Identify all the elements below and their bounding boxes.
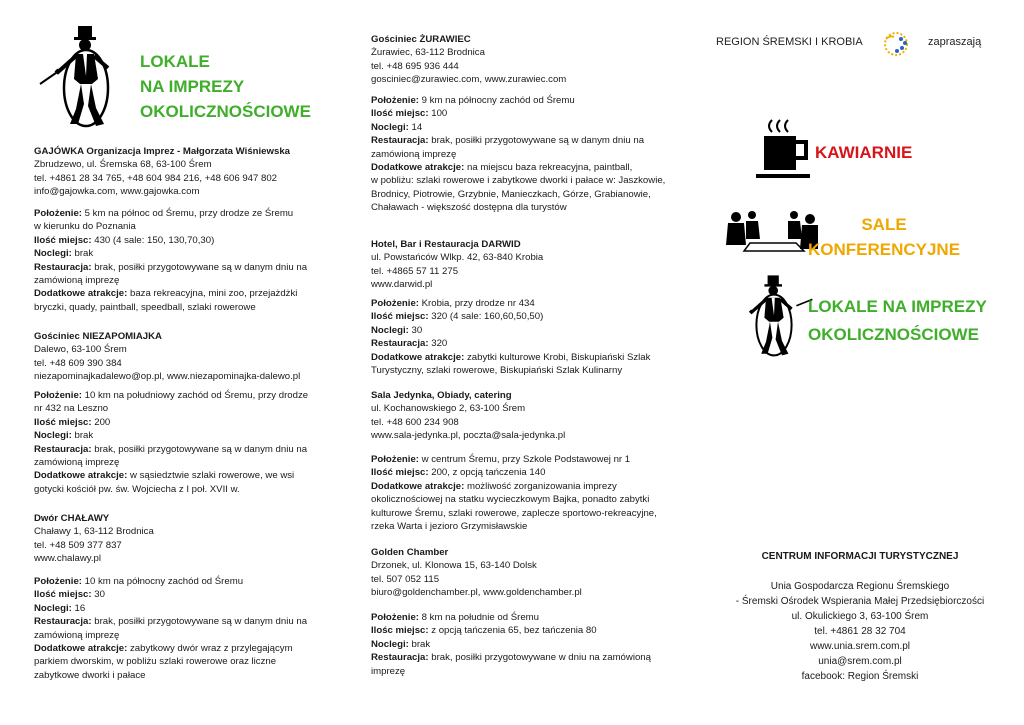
location-value: 10 km na północny zachód od Śremu — [81, 576, 244, 587]
restaurant-value: brak, posiłki przygotowywane są w danym dniu na — [428, 135, 645, 147]
venue-niezapominajka-details — [34, 389, 308, 496]
col1-heading-line2: NA IMPREZY — [140, 77, 245, 96]
venue-name: Golden Chamber — [371, 547, 449, 558]
seats-label: Ilość miejsc: — [34, 589, 92, 601]
location-label: Położenie: — [371, 95, 419, 106]
beds-label: Noclegi: — [371, 638, 409, 650]
seats-value: 30 — [91, 589, 105, 601]
seats-value: 100 — [428, 108, 448, 120]
events-heading — [808, 293, 987, 349]
venue-darwid-details — [371, 297, 650, 377]
venue-address: Drzonek, ul. Klonowa 15, 63-140 Dolsk — [371, 560, 537, 572]
extras-value: zabytki kulturowe Krobi, Biskupiański Szlak — [464, 351, 651, 363]
venue-web: www.darwid.pl — [371, 279, 433, 291]
extras-value: w sąsiedztwie szlaki rowerowe, we wsi — [127, 470, 295, 482]
col1-heading — [140, 49, 311, 124]
tourist-info-line: facebook: Region Śremski — [801, 671, 919, 682]
beds-value: brak — [71, 430, 94, 442]
venue-address: Chaławy 1, 63-112 Brodnica — [34, 526, 154, 538]
location-value: w centrum Śremu, przy Szkole Podstawowej nr 1 — [418, 454, 631, 465]
venue-phone: tel. +48 509 377 837 — [34, 539, 122, 551]
seats-value: 430 (4 sale: 150, 130,70,30) — [91, 234, 215, 246]
extras-value-cont: Chaławach - większość dostępna dla turystów — [371, 202, 567, 214]
restaurant-label: Restauracja: — [371, 652, 429, 664]
venue-name: Gościniec ŻURAWIEC — [371, 34, 471, 45]
venue-web: biuro@goldenchamber.pl, www.goldenchamber.pl — [371, 587, 582, 599]
seats-value: 320 (4 sale: 160,60,50,50) — [428, 311, 544, 323]
restaurant-value-cont: zamówioną imprezę — [34, 275, 120, 287]
venue-phone: tel. +48 609 390 384 — [34, 357, 122, 369]
venue-phone: tel. +4861 28 34 765, +48 604 984 216, +48 606 947 802 — [34, 172, 277, 184]
location-value: 10 km na południowy zachód od Śremu, przy drodze — [81, 390, 309, 401]
restaurant-label: Restauracja: — [371, 338, 429, 350]
region-logo — [876, 29, 916, 59]
extras-label: Dodatkowe atrakcje: — [34, 470, 128, 482]
restaurant-value-cont: zamówioną imprezę — [34, 629, 120, 641]
venue-name: Gościniec NIEZAPOMIAJKA — [34, 331, 162, 342]
beds-value: 16 — [71, 602, 86, 614]
restaurant-label: Restauracja: — [371, 135, 429, 147]
venue-niezapominajka — [34, 330, 300, 384]
venue-zurawiec — [371, 33, 566, 87]
seats-value: 200 — [91, 416, 111, 428]
location-value: 8 km na południe od Śremu — [418, 612, 539, 623]
beds-value: 14 — [408, 121, 423, 133]
region-title: REGION ŚREMSKI I KROBIA — [716, 36, 863, 48]
restaurant-value: brak, posiłki przygotowywane są w danym dniu na — [91, 616, 308, 628]
extras-value: zabytkowy dwór wraz z przylegającym — [127, 643, 293, 655]
extras-value-cont: bryczki, quady, paintball, speedball, szlaki rowerowe — [34, 301, 256, 313]
venue-phone: tel. +4865 57 11 275 — [371, 265, 459, 277]
tourist-info-title: CENTRUM INFORMACJI TURYSTYCZNEJ — [761, 551, 959, 562]
location-label: Położenie: — [371, 612, 419, 623]
venue-chalawy — [34, 512, 154, 566]
extras-label: Dodatkowe atrakcje: — [371, 162, 465, 174]
venue-address: Zbrudzewo, ul. Śremska 68, 63-100 Śrem — [34, 159, 212, 171]
venue-sala-jedynka-details — [371, 453, 657, 533]
conference-rooms-line1: SALE — [861, 215, 907, 234]
venue-sala-jedynka — [371, 389, 565, 443]
extras-value: możliwość zorganizowania imprezy — [464, 480, 617, 492]
seats-label: Ilość miejsc: — [371, 311, 429, 323]
gentleman-illustration — [36, 24, 136, 132]
seats-label: Ilość miejsc: — [34, 234, 92, 246]
events-heading-line2: OKOLICZNOŚCIOWE — [808, 325, 979, 344]
venue-chalawy-details — [34, 575, 307, 682]
tourist-info-line: www.unia.srem.com.pl — [809, 641, 911, 652]
venue-phone: tel. +48 600 234 908 — [371, 416, 459, 428]
extras-value-cont: okolicznościowej na statku wycieczkowym Bajka, ponadto zabytki — [371, 494, 650, 506]
venue-golden-chamber — [371, 546, 582, 600]
col1-heading-line3: OKOLICZNOŚCIOWE — [140, 102, 311, 121]
extras-label: Dodatkowe atrakcje: — [371, 480, 465, 492]
beds-label: Noclegi: — [371, 324, 409, 336]
extras-label: Dodatkowe atrakcje: — [371, 351, 465, 363]
venue-web: gosciniec@zurawiec.com, www.zurawiec.com — [371, 74, 567, 86]
seats-label: Ilość miejsc: — [34, 416, 92, 428]
venue-address: ul. Powstańców Wlkp. 42, 63-840 Krobia — [371, 252, 544, 264]
location-value: 9 km na północny zachód od Śremu — [418, 95, 575, 106]
tourist-info-line: unia@srem.com.pl — [818, 656, 902, 667]
extras-value-cont: zabytkowe dworki i pałace — [34, 669, 146, 681]
coffee-cup-icon — [754, 118, 814, 180]
location-label: Położenie: — [34, 208, 82, 219]
extras-value-cont: Turystyczny, szlaki rowerowe, Biskupiański Szlak Kulinarny — [371, 365, 623, 377]
location-label: Położenie: — [34, 390, 82, 401]
venue-phone: tel. 507 052 115 — [371, 573, 440, 585]
tourist-info — [726, 549, 994, 684]
restaurant-value-cont: zamówioną imprezę — [371, 148, 457, 160]
location-value: 5 km na północ od Śremu, przy drodze ze Śremu — [81, 208, 294, 219]
venue-web: niezapominajkadalewo@op.pl, www.niezapominajka-dalewo.pl — [34, 371, 301, 383]
gentleman-illustration-small — [734, 270, 814, 364]
venue-web: www.chalawy.pl — [34, 553, 102, 565]
venue-web: info@gajowka.com, www.gajowka.com — [34, 186, 200, 198]
venue-gajowka — [34, 145, 290, 199]
venue-name: Dwór CHAŁAWY — [34, 513, 110, 524]
restaurant-value: brak, posiłki przygotowywane są w danym dniu na — [91, 443, 308, 455]
location-label: Położenie: — [371, 454, 419, 465]
location-value-cont: nr 432 na Leszno — [34, 403, 109, 415]
tourist-info-line: ul. Okulickiego 3, 63-100 Śrem — [791, 611, 929, 622]
extras-value-cont: parkiem dworskim, w pobliżu szlaki rowerowe oraz liczne — [34, 656, 277, 668]
beds-label: Noclegi: — [371, 121, 409, 133]
restaurant-label: Restauracja: — [34, 443, 92, 455]
beds-value: brak — [71, 248, 94, 260]
region-header — [716, 35, 996, 59]
venue-web: www.sala-jedynka.pl, poczta@sala-jedynka.pl — [371, 430, 566, 442]
restaurant-label: Restauracja: — [34, 261, 92, 273]
tourist-info-line: - Śremski Ośrodek Wspierania Małej Przedsiębiorczości — [735, 596, 985, 607]
venue-zurawiec-details — [371, 94, 665, 215]
extras-value-cont: rzeka Warta i jezioro Grzymisławskie — [371, 521, 528, 533]
venue-darwid — [371, 238, 543, 292]
conference-rooms-heading — [806, 212, 962, 262]
extras-value-cont: gotycki kościół pw. św. Wojciecha z I poł. XVII w. — [34, 483, 240, 495]
extras-label: Dodatkowe atrakcje: — [34, 288, 128, 300]
tourist-info-line: tel. +4861 28 32 704 — [814, 626, 906, 637]
extras-value: na miejscu baza rekreacyjna, paintball, — [464, 162, 633, 174]
extras-value-cont: Brodnicy, Piotrowie, Grzybnie, Manieczkach, Górze, Grabianowie, — [371, 188, 651, 200]
venue-name: GAJÓWKA Organizacja Imprez - Małgorzata Wiśniewska — [34, 146, 290, 157]
location-label: Położenie: — [371, 298, 419, 309]
seats-label: Ilość miejsc: — [371, 467, 429, 479]
venue-address: Dalewo, 63-100 Śrem — [34, 344, 127, 356]
seats-label: Ilość miejsc: — [371, 108, 429, 120]
beds-label: Noclegi: — [34, 248, 72, 260]
restaurant-value: brak, posiłki przygotowywane są w danym dniu na — [91, 261, 308, 273]
venue-phone: tel. +48 695 936 444 — [371, 60, 459, 72]
location-value: Krobia, przy drodze nr 434 — [418, 298, 535, 309]
venue-address: ul. Kochanowskiego 2, 63-100 Śrem — [371, 403, 526, 415]
beds-value: 30 — [408, 324, 423, 336]
venue-gajowka-details — [34, 207, 307, 314]
seats-label: Ilośc miejsc: — [371, 625, 429, 637]
restaurant-value: 320 — [428, 338, 448, 350]
location-label: Położenie: — [34, 576, 82, 587]
restaurant-value-cont: imprezę — [371, 665, 406, 677]
events-heading-line1: LOKALE NA IMPREZY — [808, 297, 987, 316]
conference-rooms-line2: KONFERENCYJNE — [807, 240, 961, 259]
venue-name: Hotel, Bar i Restauracja DARWID — [371, 239, 521, 250]
cafes-heading: KAWIARNIE — [815, 143, 913, 162]
venue-name: Sala Jedynka, Obiady, catering — [371, 390, 512, 401]
venue-address: Żurawiec, 63-112 Brodnica — [371, 47, 485, 59]
extras-value-cont: w pobliżu: szlaki rowerowe i zabytkowe dworki i pałace w: Jaszkowie, — [371, 175, 666, 187]
venue-golden-chamber-details — [371, 611, 651, 678]
tourist-info-line: Unia Gospodarcza Regionu Śremskiego — [770, 581, 950, 592]
invite-text: zapraszają — [928, 36, 982, 48]
restaurant-value-cont: zamówioną imprezę — [34, 457, 120, 469]
location-value-cont: w kierunku do Poznania — [34, 221, 136, 233]
beds-value: brak — [408, 638, 431, 650]
extras-value-cont: kulturowe Śremu, szlaki rowerowe, zaplecze sportowo-rekreacyjne, — [371, 507, 657, 519]
beds-label: Noclegi: — [34, 430, 72, 442]
restaurant-label: Restauracja: — [34, 616, 92, 628]
seats-value: z opcją tańczenia 65, bez tańczenia 80 — [428, 625, 597, 637]
restaurant-value: brak, posiłki przygotowywane w dniu na zamówioną — [428, 652, 651, 664]
col1-heading-line1: LOKALE — [140, 52, 210, 71]
seats-value: 200, z opcją tańczenia 140 — [428, 467, 546, 479]
extras-label: Dodatkowe atrakcje: — [34, 643, 128, 655]
extras-value: baza rekreacyjna, mini zoo, przejażdżki — [127, 288, 298, 300]
beds-label: Noclegi: — [34, 602, 72, 614]
